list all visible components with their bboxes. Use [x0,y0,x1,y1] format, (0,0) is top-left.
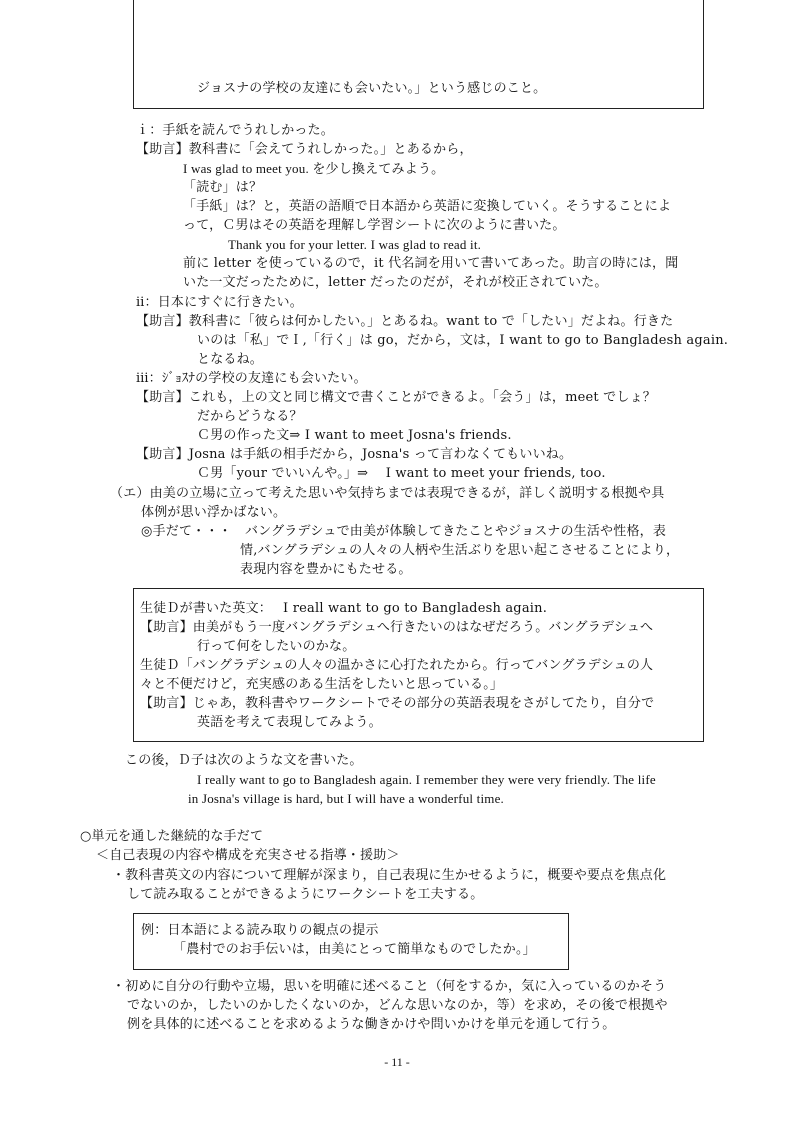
item-e-strategy-cont: 情,バングラデシュの人々の人柄や生活ぶりを思い起こさせることにより， [240,543,680,558]
student-d-response: 生徒Ｄ「バングラデシュの人々の温かさに心打たれたから。行ってバングラデシュの人 [140,658,654,673]
student-d-advice-2-cont: 英語を考えて表現してみよう。 [197,715,382,730]
item-iii-advice: 【助言】これも，上の文と同じ構文で書くことができるよ。「会う」は，meet でしょ？ [136,390,656,405]
student-d-advice: 【助言】由美がもう一度バングラデシュへ行きたいのはなぜだろう。バングラデシュへ [140,620,654,635]
item-i-explanation: 「手紙」は？と，英語の語順で日本語から英語に変換していく。そうすることによ [183,199,672,214]
item-iii-student-sentence: Ｃ男の作った文⇒ I want to meet Josna's friends. [197,428,512,443]
unit-bullet-2: ・初めに自分の行動や立場，思いを明確に述べること（何をするか，気に入っているのかそう [112,979,667,994]
example-title: 例：日本語による読み取りの観点の提示 [141,923,379,938]
unit-bullet-2-cont: でないのか，したいのかしたくないのか，どんな思いなのか，等）を求め，その後で根拠や [127,998,668,1013]
item-i-advice: 【助言】教科書に「会えてうれしかった。」とあるから， [136,142,473,157]
example-question: 「農村でのお手伝いは，由美にとって簡単なものでしたか。」 [173,942,536,957]
top-box-line: ジョスナの学校の友達にも会いたい。」という感じのこと。 [197,81,547,96]
unit-subheading: ＜自己表現の内容や構成を充実させる指導・援助＞ [96,848,400,863]
student-d-advice-cont: 行って何をしたいのかな。 [197,639,356,654]
after-intro: この後，Ｄ子は次のような文を書いた。 [125,753,363,768]
item-e-line: （エ）由美の立場に立って考えた思いや気持ちまでは表現できるが，詳しく説明する根拠や具 [110,486,665,501]
item-e-line-cont: 体例が思い浮かばない。 [141,505,287,520]
item-i-note: 前に letter を使っているので，it 代名詞を用いて書いてあった。助言の時には，聞 [183,256,679,271]
student-d-response-cont: 々と不便だけど，充実感のある生活をしたいと思っている。」 [140,677,504,692]
item-ii-advice-end: となるね。 [197,352,264,367]
page-number: - 11 - [384,1055,410,1069]
after-english-line-cont: in Josna's village is hard, but I will have a wonderful time. [188,791,505,806]
student-d-sentence: 生徒Ｄが書いた英文： I reall want to go to Bangladesh again. [140,601,548,616]
item-e-strategy: ◎手だて・・・ バングラデシュで由美が体験してきたことやジョスナの生活や性格，表 [141,524,667,539]
unit-bullet-1-cont: して読み取ることができるようにワークシートを工夫する。 [127,887,484,902]
item-ii-advice: 【助言】教科書に「彼らは何かしたい。」とあるね。want to で「したい」だよね。行きた [136,314,674,329]
item-iii-heading: ⅲ：ｼﾞｮｽﾅの学校の友達にも会いたい。 [136,371,367,386]
item-i-note-cont: いた一文だったために，letter だったのだが，それが校正されていた。 [183,275,608,290]
item-i-heading: ｉ：手紙を読んでうれしかった。 [136,123,335,138]
item-ii-advice-cont: いのは「私」でＩ,「行く」は go，だから，文は，I want to go to Bangladesh again. [197,333,729,348]
unit-bullet-2-end: 例を具体的に述べることを求めるような働きかけや問いかけを単元を通して行う。 [127,1017,616,1032]
item-iii-student-sentence-2: Ｃ男「your でいいんや。」⇒ I want to meet your friends, too. [197,466,606,481]
item-iii-advice-2: 【助言】Josna は手紙の相手だから，Josna's って言わなくてもいいね。 [136,447,573,462]
item-i-question: 「読む」は？ [183,180,263,195]
after-english-line: I really want to go to Bangladesh again. I remember they were very friendly. The life [197,772,656,787]
item-i-student-sentence: Thank you for your letter. I was glad to read it. [228,237,482,252]
item-e-strategy-end: 表現内容を豊かにもたせる。 [240,562,412,577]
unit-bullet-1: ・教科書英文の内容について理解が深まり，自己表現に生かせるように，概要や要点を焦点化 [112,868,667,883]
student-d-advice-2: 【助言】じゃあ，教科書やワークシートでその部分の英語表現をさがしてたり，自分で [140,696,655,711]
item-iii-advice-cont: だからどうなる？ [197,409,303,424]
item-i-explanation-cont: って，Ｃ男はその英語を理解し学習シートに次のように書いた。 [183,218,566,233]
unit-heading: ○単元を通した継続的な手だて [80,829,264,844]
item-ii-heading: ⅱ：日本にすぐに行きたい。 [136,295,303,310]
item-i-english: I was glad to meet you. を少し換えてみよう。 [183,161,445,176]
